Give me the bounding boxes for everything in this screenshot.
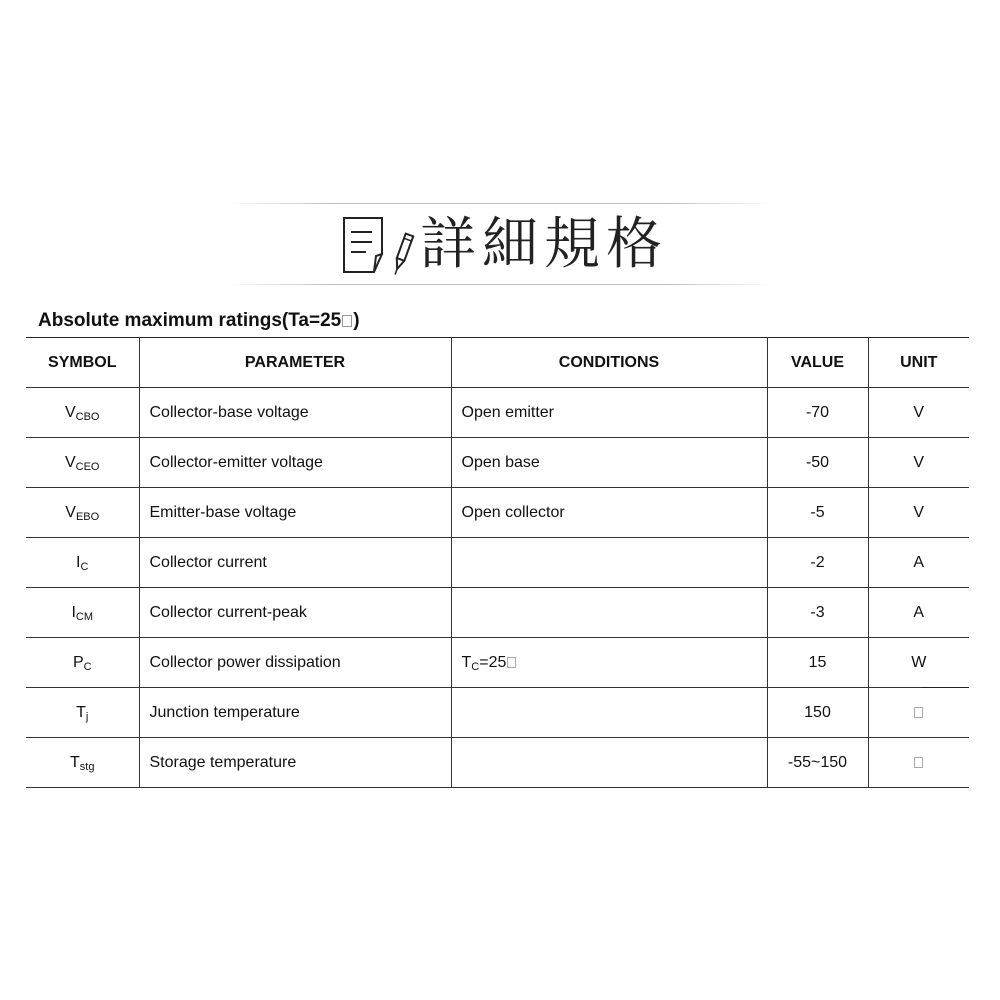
unit-cell [868, 488, 969, 538]
table-row [26, 638, 969, 688]
conditions-cell [451, 388, 767, 438]
condition-text: Open base [461, 453, 540, 471]
symbol-subscript: EBO [75, 510, 100, 523]
value-cell: 150 [767, 688, 868, 738]
conditions-cell [451, 688, 767, 738]
parameter-cell: Collector-emitter voltage [139, 438, 451, 488]
document-pen-icon [340, 210, 418, 280]
parameter-cell: Collector power dissipation [139, 638, 451, 688]
table-row [26, 388, 969, 438]
banner-title: 詳細規格 [420, 212, 668, 277]
unit-text: V [913, 453, 925, 471]
table-title [38, 310, 360, 332]
value-cell: 15 [767, 638, 868, 688]
unit-cell [868, 388, 969, 438]
missing-glyph-box-icon [507, 657, 516, 668]
table-title-suffix: ) [353, 310, 360, 331]
symbol-cell [26, 388, 139, 438]
value-cell: -2 [767, 538, 868, 588]
unit-text: A [913, 603, 925, 621]
table-header-row [26, 338, 969, 388]
value-cell: -70 [767, 388, 868, 438]
symbol-subscript: CM [75, 610, 94, 623]
parameter-cell: Collector current [139, 538, 451, 588]
header-conditions: CONDITIONS [451, 338, 767, 388]
symbol-cell [26, 438, 139, 488]
symbol-cell [26, 538, 139, 588]
header-unit: UNIT [868, 338, 969, 388]
table-row [26, 438, 969, 488]
unit-cell [868, 588, 969, 638]
unit-cell-rule [921, 687, 969, 688]
unit-cell [868, 538, 969, 588]
ratings-table [26, 337, 969, 788]
condition-main: T [461, 653, 472, 671]
parameter-cell: Collector-base voltage [139, 388, 451, 438]
symbol-main: I [71, 603, 76, 621]
missing-glyph-box-icon [914, 707, 923, 718]
symbol-main: V [64, 403, 76, 421]
banner-top-divider [225, 203, 775, 204]
missing-glyph-box-icon [342, 315, 352, 327]
value-cell: -50 [767, 438, 868, 488]
table-row [26, 688, 969, 738]
parameter-cell: Junction temperature [139, 688, 451, 738]
condition-text: Open emitter [461, 403, 554, 421]
conditions-cell [451, 538, 767, 588]
parameter-cell: Emitter-base voltage [139, 488, 451, 538]
table-row [26, 588, 969, 638]
unit-text: A [913, 553, 925, 571]
value-cell: -3 [767, 588, 868, 638]
unit-text: V [913, 403, 925, 421]
symbol-subscript: j [85, 710, 89, 723]
symbol-subscript: C [83, 660, 92, 673]
unit-text: W [911, 653, 927, 671]
header-parameter: PARAMETER [139, 338, 451, 388]
unit-cell [868, 738, 969, 788]
conditions-cell [451, 588, 767, 638]
symbol-main: T [70, 753, 80, 771]
condition-subscript: C [471, 660, 480, 673]
unit-cell [868, 688, 969, 738]
table-row [26, 738, 969, 788]
banner-bottom-divider [225, 284, 775, 285]
symbol-subscript: CEO [75, 460, 100, 473]
missing-glyph-box-icon [914, 757, 923, 768]
conditions-cell [451, 438, 767, 488]
symbol-main: V [65, 503, 76, 521]
conditions-cell [451, 738, 767, 788]
unit-text: V [913, 503, 925, 521]
table-row [26, 488, 969, 538]
symbol-cell [26, 488, 139, 538]
spec-banner [340, 206, 668, 284]
conditions-cell [451, 488, 767, 538]
condition-text: Open collector [461, 503, 565, 521]
condition-tail: =25 [479, 653, 507, 671]
unit-cell [868, 438, 969, 488]
symbol-subscript: CBO [75, 410, 100, 423]
parameter-cell: Storage temperature [139, 738, 451, 788]
symbol-main: I [76, 553, 81, 571]
symbol-subscript: C [80, 560, 89, 573]
conditions-cell [451, 638, 767, 688]
symbol-main: P [72, 653, 84, 671]
symbol-cell [26, 638, 139, 688]
symbol-cell [26, 688, 139, 738]
header-value: VALUE [767, 338, 868, 388]
value-cell: -5 [767, 488, 868, 538]
unit-cell [868, 638, 969, 688]
header-symbol: SYMBOL [26, 338, 139, 388]
value-cell: -55~150 [767, 738, 868, 788]
symbol-main: T [76, 703, 86, 721]
symbol-cell [26, 588, 139, 638]
table-row [26, 538, 969, 588]
symbol-subscript: stg [79, 760, 95, 773]
symbol-cell [26, 738, 139, 788]
parameter-cell: Collector current-peak [139, 588, 451, 638]
symbol-main: V [64, 453, 76, 471]
table-title-text: Absolute maximum ratings(Ta=25 [38, 310, 342, 331]
